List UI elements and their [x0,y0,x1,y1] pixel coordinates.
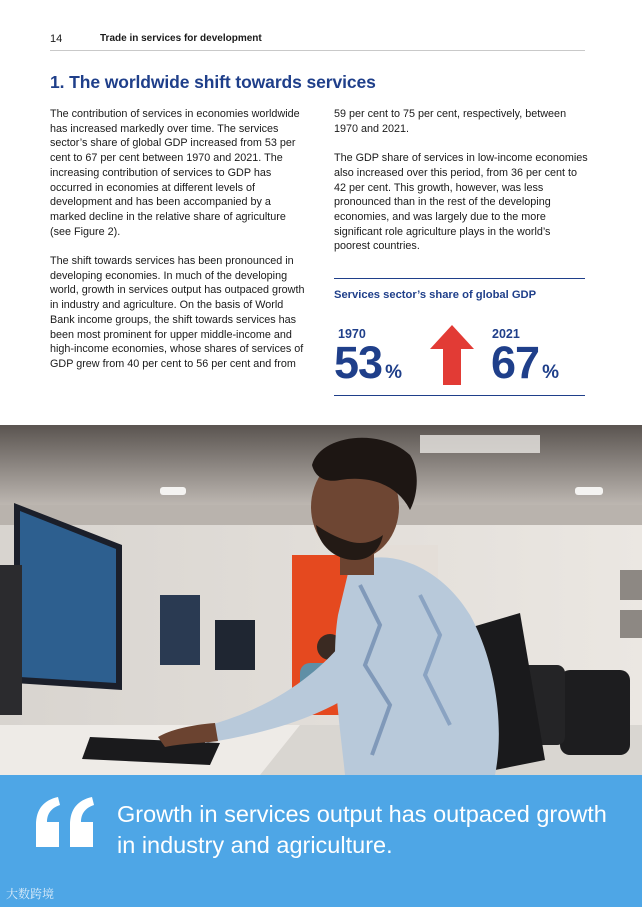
stat-title: Services sector’s share of global GDP [334,289,537,301]
running-title: Trade in services for development [100,33,262,44]
quote-mark-icon [34,797,96,847]
section-title: 1. The worldwide shift towards services [50,72,376,92]
paragraph: The contribution of services in economies worldwide has increased markedly over time. The services sector’s share of global GDP increased from 53 per cent to 67 per cent between 1970 and 2021. The increasing contribution of services to GDP has occurred in economies at different levels of development and has been accompanied by a marked decline in the relative share of agriculture (see Figure 2). [50,108,300,238]
up-arrow-icon [430,325,474,385]
office-worker-illustration [0,425,642,775]
pull-quote [0,775,642,907]
paragraph: The shift towards services has been pronounced in developing economies. In much of the developing world, growth in services output has outpaced growth in industry and agriculture. On the basis of World Bank income groups, the shift towards services has been most prominent for upper middle-income and high-income economies, whose shares of services of GDP grew from 40 per cent to 56 per cent and from [50,255,305,370]
gdp-share-stat [334,278,585,396]
right-column [334,107,588,269]
office-photo [0,425,642,775]
watermark: 大数跨境 [6,887,55,901]
start-year: 1970 [338,327,366,341]
paragraph: The GDP share of services in low-income economies also increased over this period, from 36 per cent to 42 per cent. This growth, however, was less pronounced than in the rest of the developing economies, and was largely due to the more significant role agriculture plays in the world’s poorest countries. [334,152,588,253]
end-value-number: 67 [491,337,540,388]
end-value [491,337,559,399]
percent-sign: % [542,362,559,383]
left-column [50,107,308,386]
page-header [50,33,585,51]
start-value [334,337,402,399]
page-number: 14 [50,33,63,45]
paragraph: 59 per cent to 75 per cent, respectively, between 1970 and 2021. [334,108,567,135]
start-value-number: 53 [334,337,383,388]
quote-text: Growth in services output has outpaced growth in industry and agriculture. [117,801,607,858]
end-year: 2021 [492,327,520,341]
percent-sign: % [385,362,402,383]
